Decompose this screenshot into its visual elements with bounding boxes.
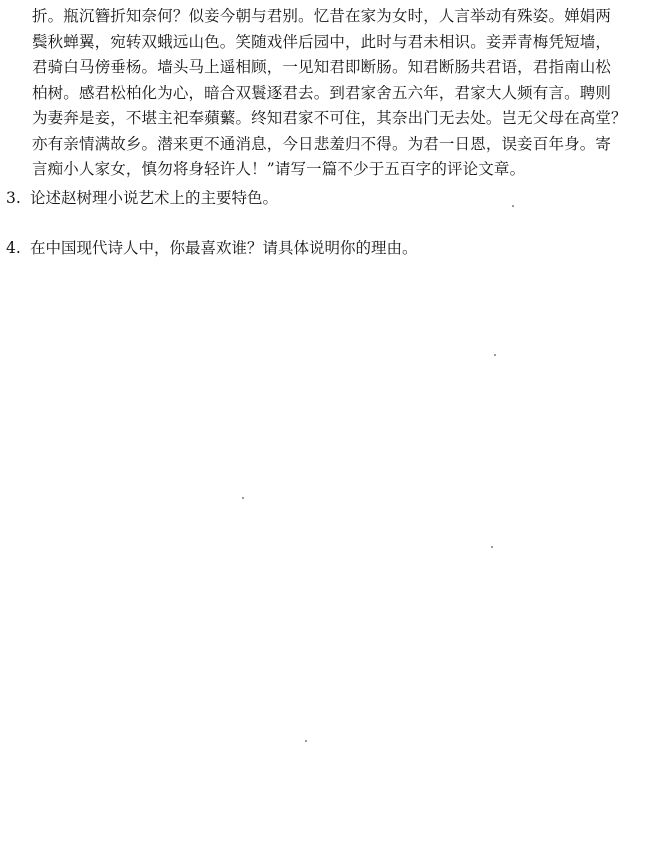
scan-speck <box>494 354 496 356</box>
scan-speck <box>491 546 493 548</box>
passage-line: 言痴小人家女，慎勿将身轻许人！”请写一篇不少于五百字的评论文章。 <box>32 160 526 178</box>
passage-line: 为妻奔是妾，不堪主祀奉蘋蘩。终知君家不可住，其奈出门无去处。岂无父母在高堂？ <box>32 109 627 127</box>
question-3 <box>6 187 656 209</box>
scan-speck <box>512 205 514 207</box>
passage-line: 折。瓶沉簪折知奈何？似妾今朝与君别。忆昔在家为女时，人言举动有殊姿。婵娟两 <box>32 7 612 25</box>
question-text: 论述赵树理小说艺术上的主要特色。 <box>30 189 279 207</box>
question-4 <box>6 237 656 259</box>
scan-speck <box>242 497 244 499</box>
question-text: 在中国现代诗人中，你最喜欢谁？请具体说明你的理由。 <box>30 239 418 257</box>
question-number: 4. <box>6 239 21 257</box>
passage-line: 亦有亲情满故乡。潜来更不通消息，今日悲羞归不得。为君一日恩，误妾百年身。寄 <box>32 134 612 153</box>
poem-passage <box>32 4 657 183</box>
question-number: 3. <box>6 189 21 207</box>
passage-line: 君骑白马傍垂杨。墙头马上遥相顾，一见知君即断肠。知君断肠共君语，君指南山松 <box>32 58 612 76</box>
passage-line: 柏树。感君松柏化为心，暗合双鬟逐君去。到君家舍五六年，君家大人频有言。聘则 <box>32 83 612 102</box>
passage-line: 鬓秋蝉翼，宛转双蛾远山色。笑随戏伴后园中，此时与君未相识。妾弄青梅凭短墙， <box>32 32 612 51</box>
scan-speck <box>305 740 307 742</box>
